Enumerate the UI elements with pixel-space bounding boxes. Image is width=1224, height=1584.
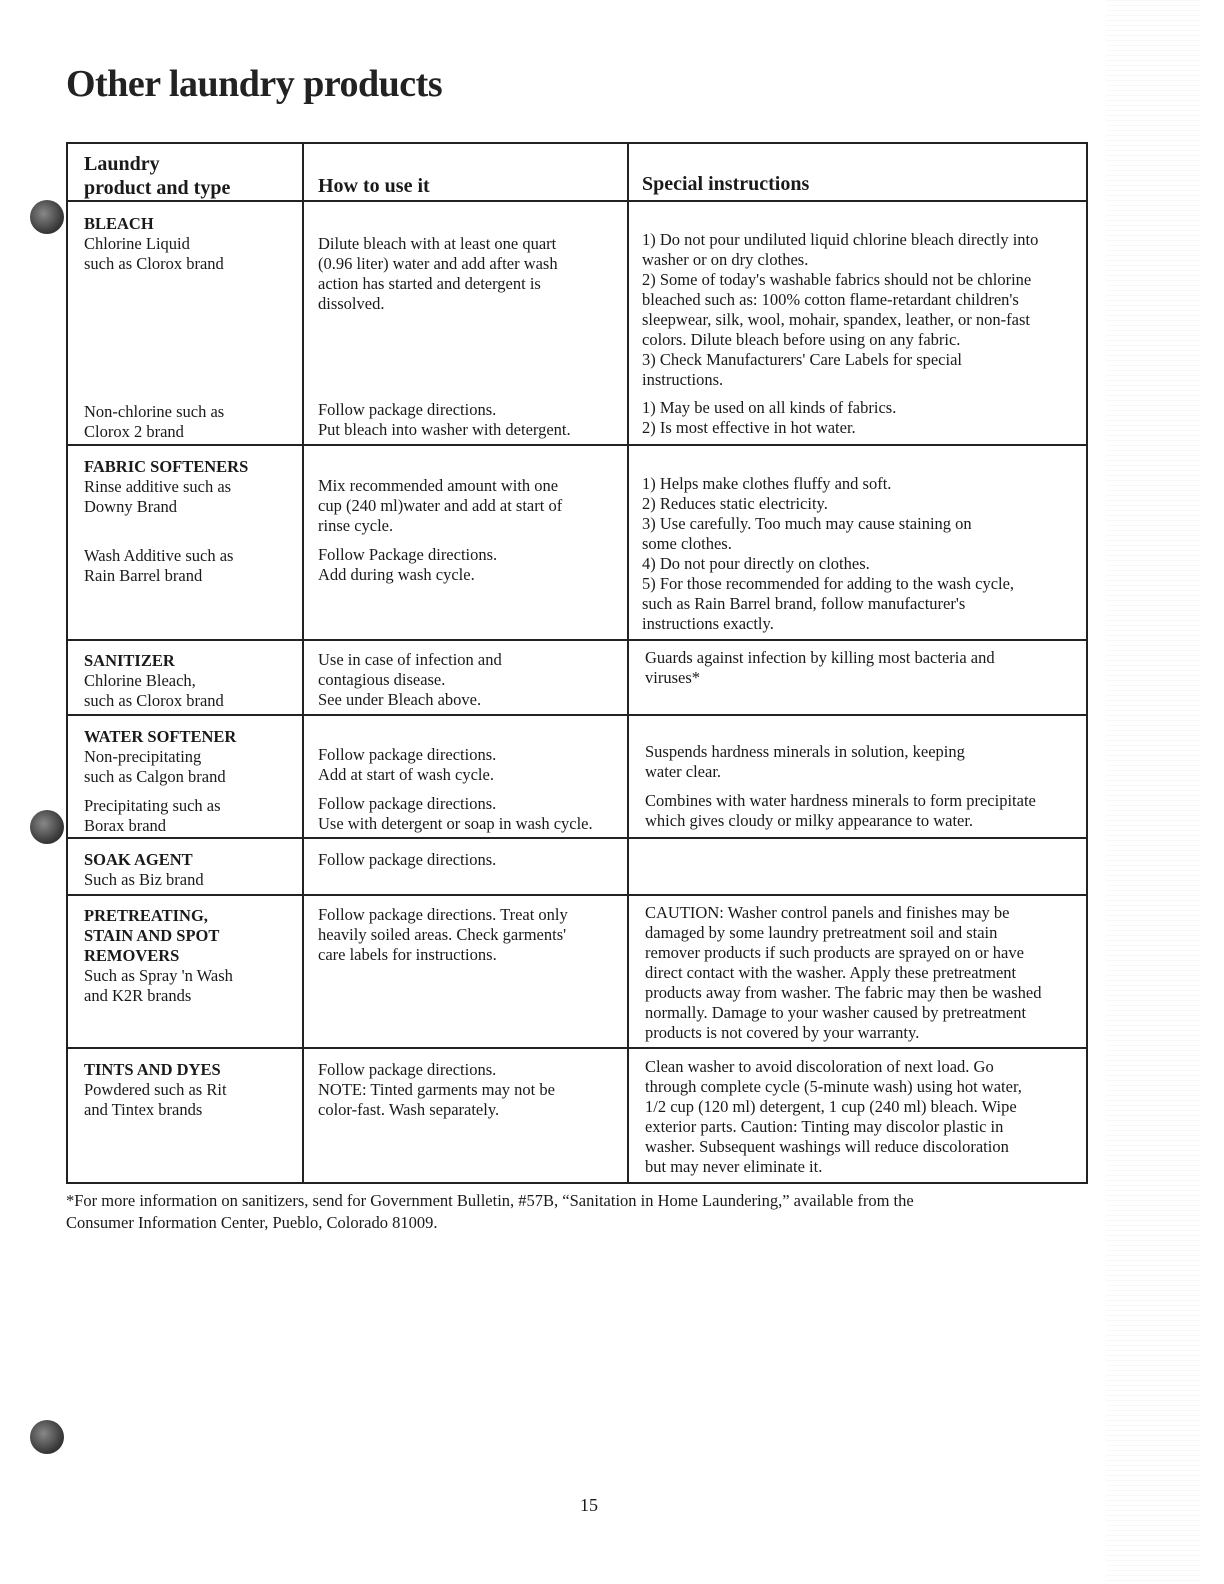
row-water-softener-use: Follow package directions. Add at start of wash cycle. — [318, 745, 497, 784]
punch-hole — [30, 1420, 64, 1454]
category-label: BLEACH — [84, 214, 154, 233]
row-divider — [68, 837, 1086, 839]
header-product-type: Laundry product and type — [84, 153, 231, 199]
punch-hole — [30, 810, 64, 844]
row-tints-dyes-use: Follow package directions. NOTE: Tinted garments may not be color-fast. Wash separately. — [318, 1060, 555, 1119]
row-pretreating-special: CAUTION: Washer control panels and finishes may be damaged by some laundry pretreatment soil and stain remover products if such products are sprayed on or have direct contact with the washer. Apply these pretreatment products away from washer. The fabric may then be washed normally. Damage to your washer caused by pretreatment products is not covered by your warranty. — [645, 903, 1042, 1042]
category-label: PRETREATING, — [84, 906, 208, 925]
row-bleach-product-2: Non-chlorine such as Clorox 2 brand — [84, 402, 225, 441]
row-water-softener-product-2: Precipitating such as Borax brand — [84, 796, 221, 835]
page-number: 15 — [580, 1495, 598, 1515]
row-water-softener-special-2: Combines with water hardness minerals to form precipitate which gives cloudy or milky appearance to water. — [645, 791, 1036, 830]
row-water-softener-product: WATER SOFTENER Non-precipitating such as Calgon brand — [84, 727, 294, 787]
row-sanitizer-product: SANITIZER Chlorine Bleach, such as Clorox brand — [84, 651, 294, 711]
row-pretreating-product: PRETREATING, STAIN AND SPOT REMOVERS Such as Spray 'n Wash and K2R brands — [84, 906, 294, 1006]
category-label: WATER SOFTENER — [84, 727, 237, 746]
row-bleach-special-2: 1) May be used on all kinds of fabrics. 2) Is most effective in hot water. — [642, 398, 897, 437]
row-fabric-softeners-product: FABRIC SOFTENERS Rinse additive such as Downy Brand — [84, 457, 299, 517]
laundry-products-table — [66, 142, 1088, 1184]
row-sanitizer-special: Guards against infection by killing most bacteria and viruses* — [645, 648, 995, 687]
row-water-softener-use-2: Follow package directions. Use with detergent or soap in wash cycle. — [318, 794, 593, 833]
row-bleach-special: 1) Do not pour undiluted liquid chlorine bleach directly into washer or on dry clothes. 2) Some of today's washable fabrics should not be chlorine bleached such as: 100% cotton flame-retardant children's sleepwear, silk, wool, mohair, spandex, leather, or non-fast colors. Dilute bleach before using on any fabric. 3) Check Manufacturers' Care Labels for special instructions. — [642, 230, 1039, 389]
footnote: *For more information on sanitizers, send for Government Bulletin, #57B, “Sanitation in Home Laundering,” available from the Consumer Information Center, Pueblo, Colorado 81009. — [66, 1191, 914, 1232]
category-label: FABRIC SOFTENERS — [84, 457, 249, 476]
category-label: SANITIZER — [84, 651, 175, 670]
row-fabric-softeners-use: Mix recommended amount with one cup (240 ml)water and add at start of rinse cycle. — [318, 476, 563, 535]
category-label: SOAK AGENT — [84, 850, 193, 869]
row-divider — [68, 444, 1086, 446]
row-fabric-softeners-use-2: Follow Package directions. Add during wash cycle. — [318, 545, 498, 584]
row-divider — [68, 894, 1086, 896]
column-divider — [627, 144, 629, 1182]
row-soak-agent-use: Follow package directions. — [318, 850, 497, 869]
row-tints-dyes-special: Clean washer to avoid discoloration of next load. Go through complete cycle (5-minute wash) using hot water, 1/2 cup (120 ml) detergent, 1 cup (240 ml) bleach. Wipe exterior parts. Caution: Tinting may discolor plastic in washer. Subsequent washings will reduce discoloration but may never eliminate it. — [645, 1057, 1022, 1176]
scan-edge-artifact — [1106, 0, 1200, 1584]
row-soak-agent-product: SOAK AGENT Such as Biz brand — [84, 850, 294, 890]
category-label: REMOVERS — [84, 946, 180, 965]
punch-hole — [30, 200, 64, 234]
row-water-softener-special: Suspends hardness minerals in solution, keeping water clear. — [645, 742, 965, 781]
row-bleach-use: Dilute bleach with at least one quart (0.96 liter) water and add after wash action has started and detergent is dissolved. — [318, 234, 558, 313]
column-divider — [302, 144, 304, 1182]
category-label: TINTS AND DYES — [84, 1060, 221, 1079]
row-tints-dyes-product: TINTS AND DYES Powdered such as Rit and Tintex brands — [84, 1060, 294, 1120]
row-divider — [68, 1047, 1086, 1049]
category-label: STAIN AND SPOT — [84, 926, 220, 945]
row-fabric-softeners-special: 1) Helps make clothes fluffy and soft. 2) Reduces static electricity. 3) Use carefully. Too much may cause staining on some clothes. 4) Do not pour directly on clothes. 5) For those recommended for adding to the wash cycle, such as Rain Barrel brand, follow manufacturer's instructions exactly. — [642, 474, 1015, 633]
row-fabric-softeners-product-2: Wash Additive such as Rain Barrel brand — [84, 546, 234, 585]
header-how-to-use: How to use it — [318, 175, 430, 197]
row-sanitizer-use: Use in case of infection and contagious disease. See under Bleach above. — [318, 650, 502, 709]
row-divider — [68, 200, 1086, 202]
row-divider — [68, 714, 1086, 716]
row-bleach-use-2: Follow package directions. Put bleach into washer with detergent. — [318, 400, 571, 439]
header-special-instructions: Special instructions — [642, 173, 810, 195]
page-title: Other laundry products — [66, 63, 443, 105]
row-pretreating-use: Follow package directions. Treat only heavily soiled areas. Check garments' care labels for instructions. — [318, 905, 568, 964]
row-bleach-product: BLEACH Chlorine Liquid such as Clorox brand — [84, 214, 294, 274]
row-divider — [68, 639, 1086, 641]
